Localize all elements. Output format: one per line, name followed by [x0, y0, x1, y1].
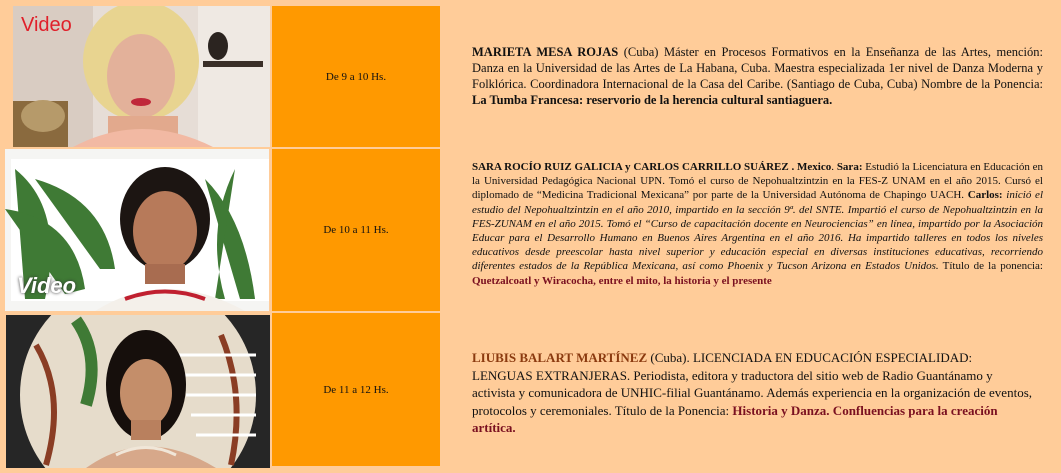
- carlos-label: Carlos:: [967, 189, 1003, 202]
- time-slot-3: De 11 a 12 Hs.: [272, 313, 440, 466]
- speaker-bio-3: [472, 349, 1032, 437]
- speaker-bio-1: [472, 44, 1043, 108]
- speaker-name: LIUBIS BALART MARTÍNEZ: [472, 350, 648, 365]
- speaker-name: MARIETA MESA ROJAS: [472, 45, 619, 59]
- video-label: Video: [21, 14, 72, 36]
- talk-title: La Tumba Francesa: reservorio de la herencia cultural santiaguera.: [472, 93, 833, 107]
- video-label: Video: [17, 273, 77, 298]
- sara-label: Sara:: [836, 161, 863, 173]
- speaker-bio-2: [472, 160, 1043, 288]
- separator-text: .: [831, 161, 837, 173]
- video-thumbnail-2[interactable]: [5, 149, 269, 311]
- speaker-photo-3: [6, 315, 270, 468]
- bio-text: (Cuba) Máster en Procesos Formativos en la Enseñanza de las Artes, mención: Danza en la Universidad de las Artes de La Habana, Cuba. Maestra especializada 1er nivel de Danza Moderna y Folklórica. Coordinadora Internacional de la Casa del Caribe. (Santiago de Cuba, Cuba) Nombre de la Ponencia:: [472, 45, 1043, 91]
- time-slot-2: De 10 a 11 Hs.: [272, 149, 440, 311]
- title-label: Título de la ponencia:: [938, 260, 1043, 273]
- carlos-bio: inició el estudio del Nepohualtzintzin en el año 2010, impartido en la sección 9ª. del SNTE. Impartió el curso de Nepohualtzintzin en la FES-ZUNAM en el año 2015. Tomó el “Curso de capacitación docente en Neurociencias” en línea, impartido por la Asociación Educar para el Desarrollo Humano en Buenos Aires Argentina en el año 2016. Ha impartido talleres en todos los niveles educativos desde preescolar hasta nivel superior y educación especial en diversas instituciones educativas, recorriendo diferentes estados de la República Mexicana, así como Phoenix y Tucson Arizona en Estados Unidos.: [472, 189, 1043, 273]
- speaker-row-1: [0, 0, 1061, 148]
- video-thumbnail-1[interactable]: [13, 6, 270, 147]
- speaker-names: SARA ROCÍO RUIZ GALICIA y CARLOS CARRILLO SUÁREZ . Mexico: [472, 161, 832, 173]
- bio-text: (Cuba). LICENCIADA EN EDUCACIÓN ESPECIALIDAD: LENGUAS EXTRANJERAS. Periodista, editora y traductora del sitio web de Radio Guantánamo y activista y comunicadora de UNHIC-filial Guantánamo. Además experiencia en la organización de eventos, protocolos y ceremoniales. Título de la Ponencia:: [472, 350, 1032, 418]
- speaker-row-2: [0, 149, 1061, 312]
- talk-title: Quetzalcoatl y Wiracocha, entre el mito, la historia y el presente: [472, 274, 772, 287]
- sara-bio: Estudió la Licenciatura en Educación en la Universidad Pedagógica Nacional UPN. Tomó el curso de Nepohualtzintzin en la FES-Z UNAM en el año 2015. Cursó el diplomado de “Medicina Tradicional Mexicana” por parte de la Universidad Autónoma de Chapingo UACH.: [472, 161, 1044, 202]
- speaker-row-3: [0, 313, 1061, 473]
- video-thumbnail-3[interactable]: [6, 315, 270, 468]
- time-slot-1: De 9 a 10 Hs.: [272, 6, 440, 147]
- talk-title: Historia y Danza. Confluencias para la creación artítica.: [472, 402, 998, 435]
